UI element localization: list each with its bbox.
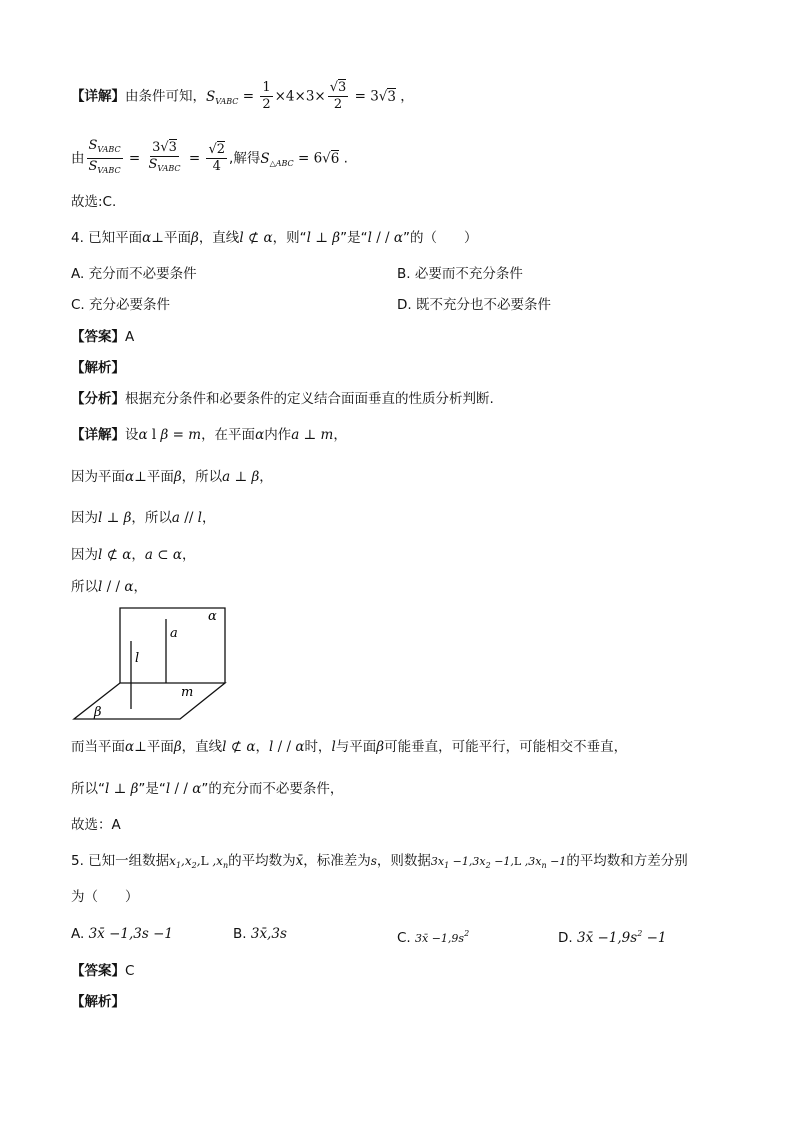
question-4-stem: 4. 已知平面α⊥平面β，直线l ⊄ α，则“l ⊥ β”是“l / / α”的（ ） <box>71 230 478 246</box>
q4-fenxi: 【分析】根据充分条件和必要条件的定义结合面面垂直的性质分析判断. <box>71 391 494 407</box>
q5-option-b: B. 3x̄,3s <box>233 926 287 942</box>
q4-detail-6: 而当平面α⊥平面β，直线l ⊄ α，l / / α时，l与平面β可能垂直，可能平行，可能相交不垂直， <box>71 739 628 755</box>
plane-diagram <box>70 603 240 723</box>
q4-detail-1: 【详解】设α l β = m，在平面α内作a ⊥ m， <box>71 427 347 443</box>
q4-detail-5: 所以l / / α， <box>71 579 147 595</box>
q4-detail-2: 因为平面α⊥平面β，所以a ⊥ β， <box>71 469 273 485</box>
q4-detail-3: 因为l ⊥ β，所以a // l， <box>71 510 216 526</box>
q4-analysis-tag: 【解析】 <box>71 360 125 376</box>
q5-option-d: D. 3x̄ $-1,9s^2 -1$ <box>558 929 667 946</box>
q4-option-c: C. 充分必要条件 <box>71 297 171 313</box>
choice-conclusion-c: 故选:C. <box>71 194 117 210</box>
q4-detail-7: 所以“l ⊥ β”是“l / / α”的充分而不必要条件， <box>71 781 344 797</box>
q4-option-d: D. 既不充分也不必要条件 <box>397 297 551 313</box>
q4-detail-4: 因为l ⊄ α，a ⊂ α， <box>71 547 196 563</box>
label-a: a <box>170 626 178 641</box>
q5-option-c: C. 3x̄ $-1,9s^2$ <box>397 929 470 946</box>
question-5-stem-2: 为（ ） <box>71 889 139 905</box>
question-5-stem-1: 5. 已知一组数据$x_1,x_2,L$ $,x_n$的平均数为x̄，标准差为s，则数据$3x_1 -1,3x_2 -1,L$ $,3x_n -1$的平均数和方差分别 <box>71 853 688 870</box>
label-l: l <box>135 651 140 666</box>
q4-option-a: A. 充分而不必要条件 <box>71 266 197 282</box>
q5-option-a: A. 3x̄ −1,3s −1 <box>71 926 173 942</box>
formula-area-vabc: $S_{VABC}$ <box>206 88 239 106</box>
detail-line-1: 【详解】由条件可知，$S_{VABC}$ = $\frac{1}{2}$ ×4×3× $\frac{√3}{2}$ = 3√3 ， <box>71 80 414 112</box>
q5-answer: 【答案】C <box>71 963 135 979</box>
label-alpha: α <box>208 609 217 624</box>
q5-analysis-tag: 【解析】 <box>71 994 125 1010</box>
q4-answer: 【答案】A <box>71 329 135 345</box>
q4-option-b: B. 必要而不充分条件 <box>397 266 523 282</box>
label-m: m <box>181 685 194 700</box>
detail-line-2: 由 $\frac{S_{VABC}}{S_{VABC}}$ = $\frac{3√3}{S_{VABC}}$ = $\frac{√2}{4}$ ,解得$S_{\triangle ABC} = 6√6$ . <box>71 138 348 175</box>
label-beta: β <box>94 705 102 720</box>
choice-conclusion-a: 故选：A <box>71 817 121 833</box>
detail-tag: 【详解】 <box>71 88 125 105</box>
